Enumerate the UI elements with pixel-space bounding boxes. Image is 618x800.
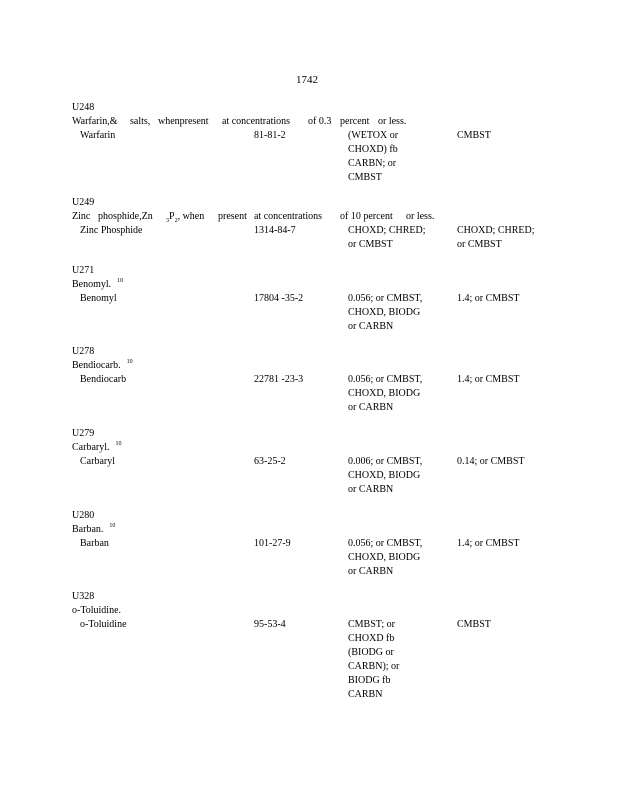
desc-text: , when bbox=[177, 211, 205, 222]
desc-text: salts, bbox=[130, 116, 151, 127]
desc-text: Carbaryl. bbox=[72, 442, 110, 453]
footnote-marker: 10 bbox=[126, 359, 133, 365]
desc-text: phosphide,Zn bbox=[98, 211, 153, 222]
cas-number: 101-27-9 bbox=[254, 538, 291, 549]
desc-text bbox=[166, 210, 204, 228]
waste-code: U328 bbox=[72, 591, 95, 602]
constituent-name: Barban bbox=[80, 538, 109, 549]
cas-number: 17804 -35-2 bbox=[254, 293, 304, 304]
nonwastewater-standard: 1.4; or CMBST bbox=[457, 293, 520, 304]
nonwastewater-standard: CMBST bbox=[457, 130, 491, 141]
waste-code: U280 bbox=[72, 510, 95, 521]
waste-description bbox=[72, 278, 572, 292]
cas-number: 1314-84-7 bbox=[254, 225, 296, 236]
waste-entry-u280 bbox=[72, 509, 572, 577]
cas-number: 81-81-2 bbox=[254, 130, 286, 141]
waste-description bbox=[72, 115, 572, 129]
wastewater-standard: 0.056; or CMBST, CHOXD, BIODG or CARBN bbox=[348, 374, 423, 413]
constituent-name: o-Toluidine bbox=[80, 619, 127, 630]
desc-text: Warfarin,& bbox=[72, 116, 118, 127]
waste-code: U248 bbox=[72, 102, 95, 113]
cas-number: 95-53-4 bbox=[254, 619, 286, 630]
desc-text: Bendiocarb. bbox=[72, 360, 121, 371]
waste-entry-u248 bbox=[72, 101, 572, 183]
nonwastewater-standard: 0.14; or CMBST bbox=[457, 456, 525, 467]
constituent-name: Benomyl bbox=[80, 293, 117, 304]
wastewater-standard: 0.056; or CMBST, CHOXD, BIODG or CARBN bbox=[348, 538, 423, 577]
page-number: 1742 bbox=[296, 74, 318, 86]
desc-text: o-Toluidine. bbox=[72, 605, 122, 616]
waste-entry-u271 bbox=[72, 264, 572, 332]
waste-description bbox=[72, 523, 572, 537]
desc-text: P bbox=[169, 211, 175, 222]
desc-text: present bbox=[218, 211, 247, 222]
desc-text: at concentrations bbox=[254, 211, 323, 222]
constituent-name: Warfarin bbox=[80, 130, 116, 141]
waste-code: U278 bbox=[72, 346, 95, 357]
footnote-marker: 10 bbox=[115, 441, 122, 447]
desc-text: Barban. bbox=[72, 524, 104, 535]
subscript: 3 bbox=[166, 218, 169, 224]
constituent-name: Bendiocarb bbox=[80, 374, 127, 385]
nonwastewater-standard: 1.4; or CMBST bbox=[457, 374, 520, 385]
wastewater-standard: CMBST; or CHOXD fb (BIODG or CARBN); or BIODG fb CARBN bbox=[348, 619, 400, 700]
waste-entry-u278 bbox=[72, 345, 572, 413]
waste-entry-u328 bbox=[72, 590, 572, 700]
wastewater-standard: (WETOX or CHOXD) fb CARBN; or CMBST bbox=[348, 130, 399, 183]
desc-text: of 10 percent bbox=[340, 211, 393, 222]
waste-description bbox=[72, 604, 572, 618]
waste-code: U249 bbox=[72, 197, 95, 208]
waste-description bbox=[72, 441, 572, 455]
constituent-name: Carbaryl bbox=[80, 456, 115, 467]
desc-text: of 0.3 bbox=[308, 116, 332, 127]
desc-text: at concentrations bbox=[222, 116, 291, 127]
cas-number: 22781 -23-3 bbox=[254, 374, 304, 385]
desc-text: or less. bbox=[378, 116, 407, 127]
cas-number: 63-25-2 bbox=[254, 456, 286, 467]
waste-code: U279 bbox=[72, 428, 95, 439]
subscript: 2 bbox=[174, 218, 178, 224]
nonwastewater-standard: CHOXD; CHRED; or CMBST bbox=[457, 225, 535, 250]
desc-text: Zinc bbox=[72, 211, 91, 222]
desc-text: or less. bbox=[406, 211, 435, 222]
desc-text: whenpresent bbox=[158, 116, 209, 127]
waste-description bbox=[72, 359, 572, 373]
wastewater-standard: 0.056; or CMBST, CHOXD, BIODG or CARBN bbox=[348, 293, 423, 332]
waste-entry-u249 bbox=[72, 196, 572, 250]
desc-text: percent bbox=[340, 116, 370, 127]
waste-entry-u279 bbox=[72, 427, 572, 495]
waste-code: U271 bbox=[72, 265, 95, 276]
nonwastewater-standard: 1.4; or CMBST bbox=[457, 538, 520, 549]
constituent-name: Zinc Phosphide bbox=[80, 225, 143, 236]
desc-text: Benomyl. bbox=[72, 279, 112, 290]
wastewater-standard: CHOXD; CHRED; or CMBST bbox=[348, 225, 426, 250]
footnote-marker: 10 bbox=[109, 523, 116, 529]
waste-description bbox=[72, 210, 572, 224]
footnote-marker: 10 bbox=[117, 278, 124, 284]
nonwastewater-standard: CMBST bbox=[457, 619, 491, 630]
wastewater-standard: 0.006; or CMBST, CHOXD, BIODG or CARBN bbox=[348, 456, 423, 495]
